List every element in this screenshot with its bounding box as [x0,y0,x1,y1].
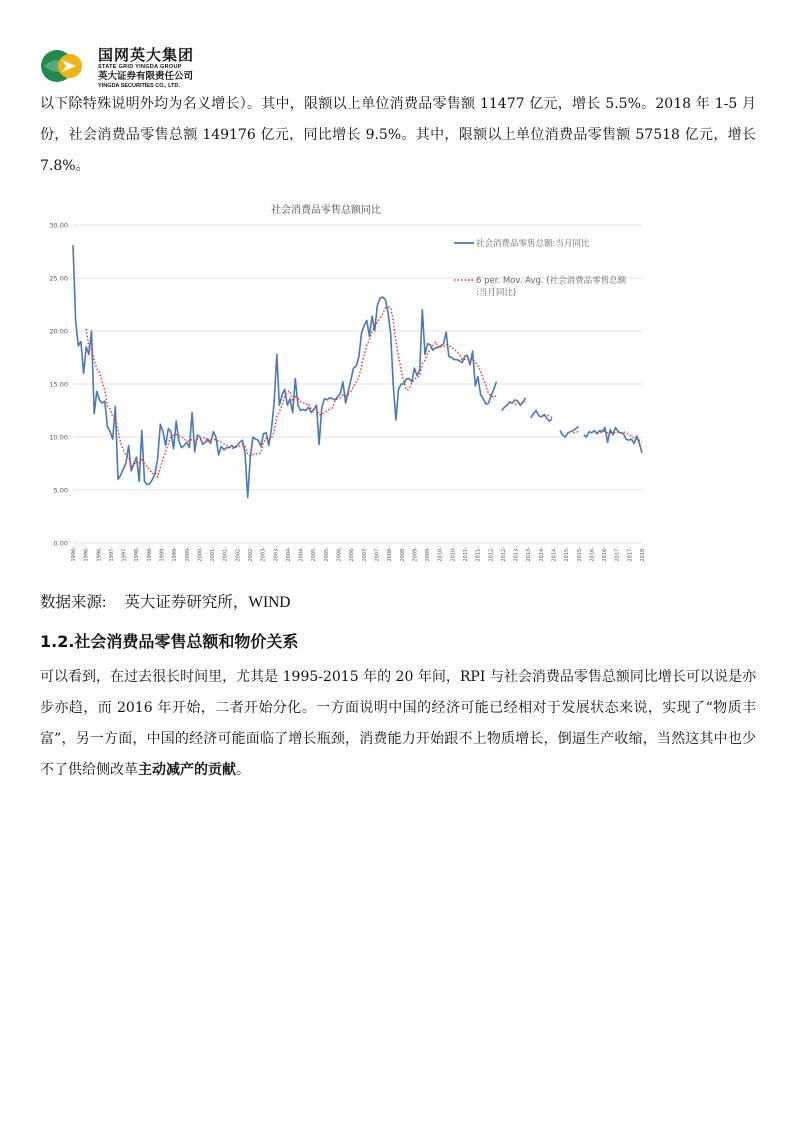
x-tick-label: 2016- [602,547,609,562]
x-tick-label: 2015- [564,547,571,562]
x-tick-label: 2008- [399,547,406,562]
source-value: 英大证券研究所，WIND [124,594,291,611]
x-tick-label: 1997- [121,547,128,562]
chart-y-axis [49,222,68,548]
x-tick-label: 2000- [184,547,191,562]
section-heading: 1.2.社会消费品零售总额和物价关系 [40,632,299,651]
logo-emblem-icon [40,46,86,86]
x-tick-label: 1998- [146,547,153,562]
x-tick-label: 2005- [311,547,318,562]
legend-series-1: 社会消费品零售总额:当月同比 [476,239,590,249]
x-tick-label: 2004- [298,547,305,562]
retail-sales-yoy-chart [38,193,650,570]
x-tick-label: 2012- [488,547,495,562]
x-tick-label: 1998- [134,547,141,562]
section-text-end: 。 [236,762,250,778]
logo-company-en: STATE GRID YINGDA GROUP [98,64,182,70]
section-paragraph [40,662,756,786]
x-tick-label: 2017- [614,547,621,562]
chart-legend [454,238,629,298]
source-label: 数据来源: [40,594,107,611]
x-tick-label: 2006- [349,547,356,562]
logo-securities-en: YINGDA SECURITIES CO., LTD. [98,83,180,89]
intro-paragraph: 以下除特殊说明外均为名义增长）。其中，限额以上单位消费品零售额 11477 亿元，增长 5.5%。2018 年 1-5 月份，社会消费品零售总额 149176 亿元，同比增长 9.5%。其中，限额以上单位消费品零售额 57518 亿元，增长 7.8%。 [40,96,756,174]
y-tick-label: 25.00 [49,274,68,283]
y-tick-label: 20.00 [49,327,68,336]
y-tick-label: 10.00 [49,433,68,442]
y-tick-label: 30.00 [49,221,68,230]
chart-x-axis [71,547,646,562]
x-tick-label: 1996- [83,547,90,562]
x-tick-label: 2016- [589,547,596,562]
data-source [40,590,291,612]
x-tick-label: 1997- [108,547,115,562]
x-tick-label: 2005- [323,547,330,562]
logo-securities-cn: 英大证券有限责任公司 [98,71,194,82]
chart-title: 社会消费品零售总额同比 [271,205,381,216]
x-tick-label: 2011- [475,547,482,562]
chart-gridlines [73,225,642,543]
x-tick-label: 1996- [96,547,103,562]
x-tick-label: 2006- [336,547,343,562]
x-tick-label: 2014- [551,547,558,562]
y-tick-label: 0.00 [53,539,68,548]
x-tick-label: 2004- [285,547,292,562]
x-tick-label: 1996- [71,547,77,562]
section-text: 可以看到，在过去很长时间里，尤其是 1995-2015 年的 20 年间，RPI 与社会消费品零售总额同比增长可以说是亦步亦趋，而 2016 年开始，二者开始分化。一方面说明中国的经济可能已经相对于发展状态来说，实现了“物质丰富”，另一方面，中国的经济可能面临了增长瓶颈，消费能力开始跟不上物质增长，倒逼生产收缩，当然这其中也少不了供给侧改革 [40,669,756,778]
series-line-moving-average [86,307,642,477]
company-logo [40,46,240,90]
x-tick-label: 2009- [425,547,432,562]
x-tick-label: 2003- [260,547,267,562]
x-tick-label: 2015- [576,547,583,562]
x-tick-label: 2000- [197,547,204,562]
x-tick-label: 2009- [412,547,419,562]
x-tick-label: 2001- [210,547,217,562]
section-text-bold: 主动减产的贡献 [138,762,236,778]
x-tick-label: 2002- [248,547,255,562]
x-tick-label: 2011- [462,547,469,562]
x-tick-label: 2014- [538,547,545,562]
x-tick-label: 1999- [172,547,179,562]
x-tick-label: 2013- [526,547,533,562]
x-tick-label: 2012- [500,547,507,562]
logo-company-cn: 国网英大集团 [98,46,195,64]
x-tick-label: 2002- [235,547,242,562]
x-tick-label: 2007- [374,547,381,562]
x-tick-label: 2010- [450,547,457,562]
x-tick-label: 2013- [513,547,520,562]
x-tick-label: 2007- [361,547,368,562]
x-tick-label: 1999- [159,547,166,562]
x-tick-label: 2010- [437,547,444,562]
x-tick-label: 2017- [627,547,634,562]
y-tick-label: 15.00 [49,380,68,389]
y-tick-label: 5.00 [53,486,68,495]
x-tick-label: 2018- [640,547,646,562]
x-tick-label: 2003- [273,547,280,562]
x-tick-label: 2008- [387,547,394,562]
x-tick-label: 2001- [222,547,229,562]
legend-series-2: 6 per. Mov. Avg. (社会消费品零售总额 :当月同比) [476,276,627,298]
